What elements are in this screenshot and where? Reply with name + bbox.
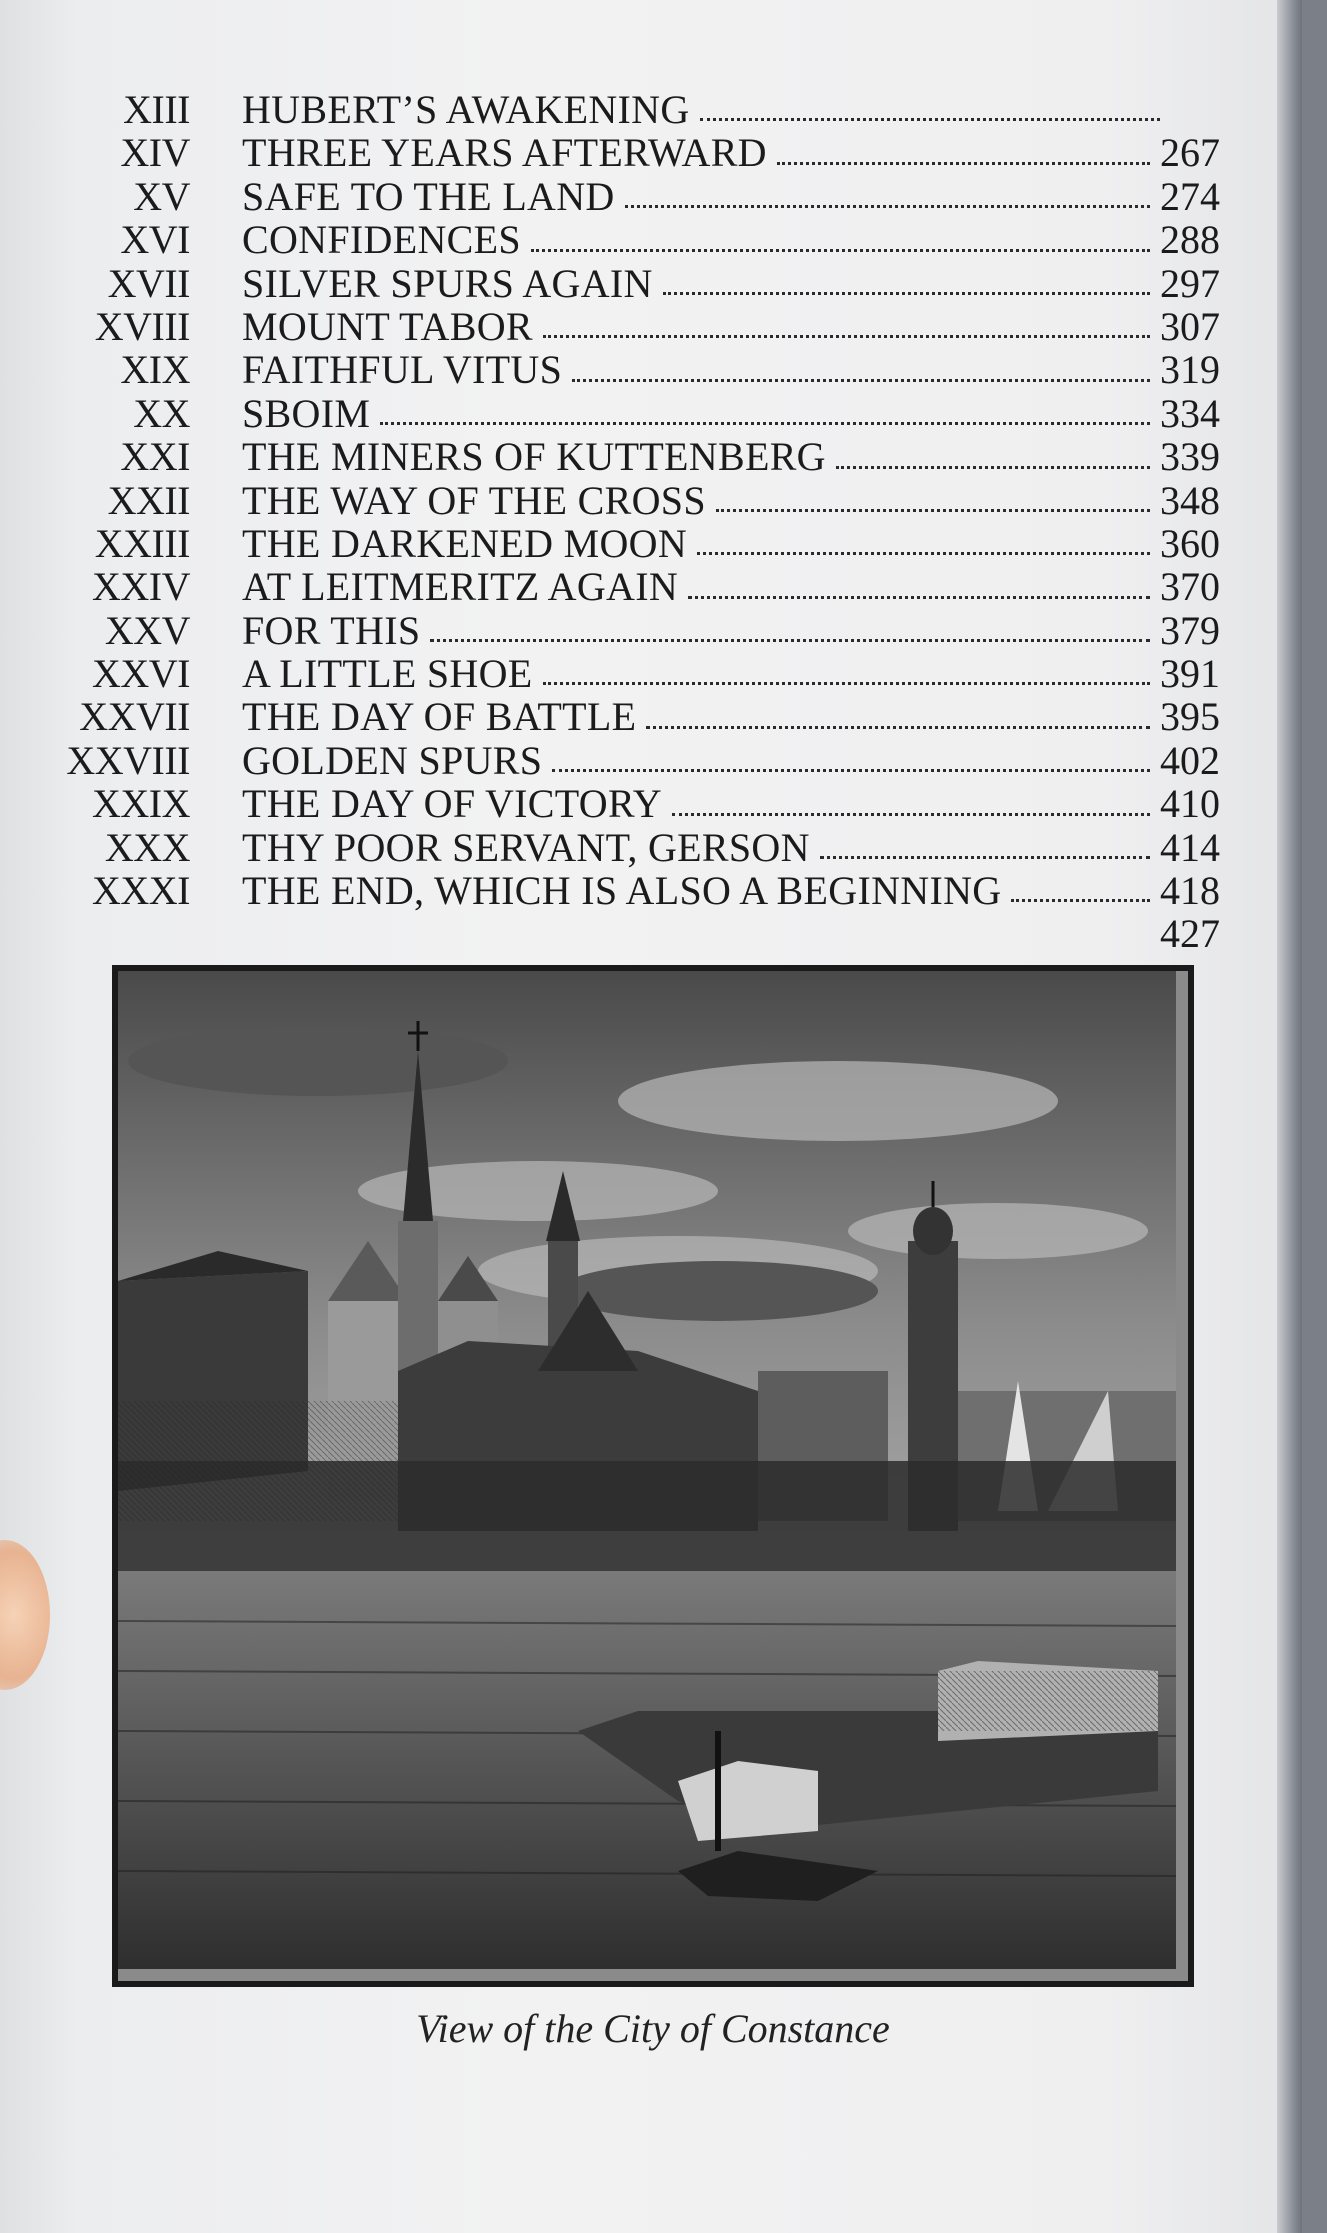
- dot-leader: [700, 117, 1160, 121]
- chapter-number: XXI: [120, 434, 190, 480]
- dot-leader: [430, 638, 1150, 642]
- thumb: [0, 1540, 50, 1690]
- chapter-number: XVII: [107, 260, 190, 306]
- dot-leader: [1011, 898, 1150, 902]
- chapter-number: XXIV: [92, 564, 190, 610]
- chapter-title: THE END, WHICH IS ALSO A BEGINNING: [242, 868, 1002, 914]
- chapter-number: XIX: [120, 347, 190, 393]
- chapter-title: THE DARKENED MOON: [242, 520, 688, 566]
- page-number: 379: [1160, 607, 1220, 653]
- chapter-number: XV: [133, 173, 190, 219]
- chapter-number: XIV: [120, 130, 190, 176]
- dot-leader: [697, 551, 1150, 555]
- page-number: 334: [1160, 390, 1220, 436]
- chapter-title: THE DAY OF VICTORY: [242, 781, 662, 827]
- chapter-title: THREE YEARS AFTERWARD: [242, 130, 767, 176]
- page-number: 402: [1160, 737, 1220, 783]
- figure-caption: View of the City of Constance: [416, 2006, 890, 2051]
- dot-leader: [543, 681, 1150, 685]
- toc-entry: [40, 739, 1220, 782]
- dot-leader: [625, 204, 1150, 208]
- chapter-title: HUBERT’S AWAKENING: [242, 87, 690, 132]
- page-number: 395: [1160, 694, 1220, 740]
- dot-leader: [543, 334, 1150, 338]
- chapter-number: XIII: [123, 87, 190, 132]
- chapter-number: XX: [133, 390, 190, 436]
- chapter-number: XXVIII: [66, 737, 190, 783]
- toc-entry: [40, 652, 1220, 695]
- page-number: 339: [1160, 434, 1220, 480]
- dot-leader: [836, 465, 1150, 469]
- page-number: 370: [1160, 564, 1220, 610]
- page-number: 297: [1160, 260, 1220, 306]
- chapter-title: THE DAY OF BATTLE: [242, 694, 637, 740]
- toc-entry: [40, 218, 1220, 261]
- toc-entry: [40, 131, 1220, 174]
- toc-entry: [40, 348, 1220, 391]
- toc-entry: [40, 175, 1220, 218]
- page-number: 307: [1160, 303, 1220, 349]
- page-number: 319: [1160, 347, 1220, 393]
- page-number: 360: [1160, 520, 1220, 566]
- engraving-figure: [112, 965, 1194, 1987]
- dot-leader: [380, 421, 1150, 425]
- toc-entry: [40, 305, 1220, 348]
- page-number: 391: [1160, 651, 1220, 697]
- toc-entry: [40, 826, 1220, 869]
- chapter-title: SBOIM: [242, 390, 371, 436]
- dot-leader: [672, 812, 1150, 816]
- chapter-title: FAITHFUL VITUS: [242, 347, 563, 393]
- chapter-number: XXIII: [94, 520, 190, 566]
- chapter-title: MOUNT TABOR: [242, 303, 533, 349]
- page-number: 274: [1160, 173, 1220, 219]
- chapter-number: XXIX: [92, 781, 190, 827]
- chapter-number: XXVII: [79, 694, 190, 740]
- chapter-title: SILVER SPURS AGAIN: [242, 260, 653, 306]
- page-number: 288: [1160, 217, 1220, 263]
- dot-leader: [777, 161, 1150, 165]
- dot-leader: [572, 378, 1150, 382]
- chapter-title: AT LEITMERITZ AGAIN: [242, 564, 679, 610]
- toc-entry: [40, 479, 1220, 522]
- page-number: 418: [1160, 868, 1220, 914]
- chapter-number: XVI: [120, 217, 190, 263]
- chapter-title: GOLDEN SPURS: [242, 737, 543, 783]
- toc-entry: [40, 392, 1220, 435]
- dot-leader: [820, 855, 1150, 859]
- toc-entry: [40, 435, 1220, 478]
- toc-entry: [40, 88, 1220, 131]
- book-edge: [1277, 0, 1302, 2233]
- chapter-title: THE WAY OF THE CROSS: [242, 477, 706, 523]
- toc-entry: [40, 869, 1220, 912]
- dot-leader: [688, 595, 1150, 599]
- page-number: 427: [1160, 911, 1220, 957]
- city-engraving: [118, 971, 1176, 1969]
- chapter-number: XVIII: [94, 303, 190, 349]
- page-number: 348: [1160, 477, 1220, 523]
- toc-entry: [40, 912, 1220, 955]
- chapter-number: XXXI: [92, 868, 190, 914]
- dot-leader: [552, 768, 1150, 772]
- toc-entry: [40, 565, 1220, 608]
- chapter-title: CONFIDENCES: [242, 217, 521, 263]
- dot-leader: [663, 291, 1150, 295]
- chapter-number: XXX: [104, 824, 190, 870]
- chapter-title: FOR THIS: [242, 607, 421, 653]
- dot-leader: [646, 725, 1150, 729]
- chapter-title: A LITTLE SHOE: [242, 651, 533, 697]
- toc-entry: [40, 782, 1220, 825]
- toc-entry: [40, 695, 1220, 738]
- chapter-number: XXII: [107, 477, 190, 523]
- page-number: 414: [1160, 824, 1220, 870]
- dot-leader: [716, 508, 1150, 512]
- page-number: 410: [1160, 781, 1220, 827]
- chapter-number: XXV: [104, 607, 190, 653]
- chapter-title: THY POOR SERVANT, GERSON: [242, 824, 810, 870]
- chapter-number: XXVI: [92, 651, 190, 697]
- toc-entry: [40, 262, 1220, 305]
- toc-entry: [40, 609, 1220, 652]
- toc-entry: [40, 522, 1220, 565]
- page-number: 267: [1160, 130, 1220, 176]
- chapter-title: THE MINERS OF KUTTENBERG: [242, 434, 826, 480]
- dot-leader: [531, 248, 1150, 252]
- chapter-title: SAFE TO THE LAND: [242, 173, 615, 219]
- table-of-contents: [40, 88, 1220, 956]
